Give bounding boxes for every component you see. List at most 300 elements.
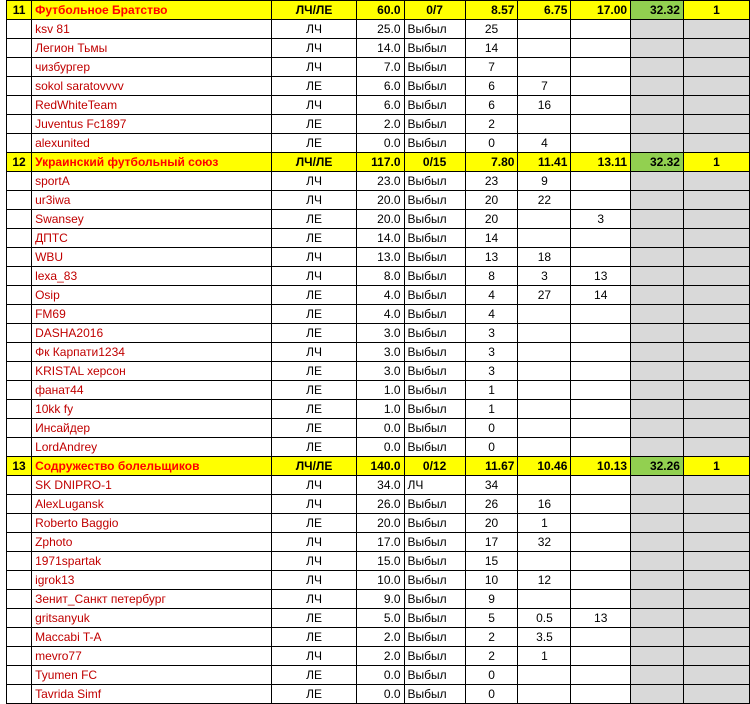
player-name-cell[interactable]: Легион Тьмы: [32, 39, 272, 58]
player-value2-cell[interactable]: 22: [518, 191, 571, 210]
player-status-cell[interactable]: Выбыл: [404, 438, 465, 457]
player-status-cell[interactable]: Выбыл: [404, 58, 465, 77]
player-rank-cell[interactable]: [683, 381, 749, 400]
row-number-cell[interactable]: [7, 191, 32, 210]
player-points-cell[interactable]: 23.0: [356, 172, 404, 191]
player-value3-cell[interactable]: [571, 381, 631, 400]
player-points-cell[interactable]: 0.0: [356, 666, 404, 685]
player-value2-cell[interactable]: [518, 400, 571, 419]
player-rank-cell[interactable]: [683, 571, 749, 590]
row-number-cell[interactable]: [7, 571, 32, 590]
player-name-cell[interactable]: Зенит_Санкт петербург: [32, 590, 272, 609]
player-value1-cell[interactable]: 25: [465, 20, 518, 39]
player-status-cell[interactable]: Выбыл: [404, 514, 465, 533]
team-rank-cell[interactable]: 1: [683, 457, 749, 476]
row-number-cell[interactable]: [7, 685, 32, 704]
player-name-cell[interactable]: Maccabi T-A: [32, 628, 272, 647]
player-status-cell[interactable]: Выбыл: [404, 552, 465, 571]
player-name-cell[interactable]: Juventus Fc1897: [32, 115, 272, 134]
row-number-cell[interactable]: [7, 419, 32, 438]
player-value1-cell[interactable]: 26: [465, 495, 518, 514]
player-value2-cell[interactable]: 7: [518, 77, 571, 96]
player-status-cell[interactable]: Выбыл: [404, 286, 465, 305]
row-number-cell[interactable]: [7, 590, 32, 609]
player-status-cell[interactable]: Выбыл: [404, 134, 465, 153]
player-value1-cell[interactable]: 0: [465, 666, 518, 685]
player-value1-cell[interactable]: 17: [465, 533, 518, 552]
player-score-cell[interactable]: [631, 20, 684, 39]
player-status-cell[interactable]: Выбыл: [404, 647, 465, 666]
row-number-cell[interactable]: [7, 210, 32, 229]
player-score-cell[interactable]: [631, 229, 684, 248]
player-name-cell[interactable]: WBU: [32, 248, 272, 267]
player-value3-cell[interactable]: [571, 647, 631, 666]
player-value3-cell[interactable]: [571, 590, 631, 609]
team-points-cell[interactable]: 140.0: [356, 457, 404, 476]
player-score-cell[interactable]: [631, 267, 684, 286]
player-league-cell[interactable]: ЛЕ: [272, 362, 356, 381]
player-value3-cell[interactable]: [571, 58, 631, 77]
team-fraction-cell[interactable]: 0/7: [404, 1, 465, 20]
player-points-cell[interactable]: 5.0: [356, 609, 404, 628]
player-value3-cell[interactable]: [571, 248, 631, 267]
player-points-cell[interactable]: 17.0: [356, 533, 404, 552]
player-points-cell[interactable]: 2.0: [356, 115, 404, 134]
player-points-cell[interactable]: 14.0: [356, 229, 404, 248]
row-number-cell[interactable]: [7, 77, 32, 96]
player-value2-cell[interactable]: [518, 115, 571, 134]
player-status-cell[interactable]: Выбыл: [404, 362, 465, 381]
row-number-cell[interactable]: [7, 343, 32, 362]
team-name-cell[interactable]: Футбольное Братство: [32, 1, 272, 20]
player-league-cell[interactable]: ЛЕ: [272, 666, 356, 685]
player-name-cell[interactable]: Tavrida Simf: [32, 685, 272, 704]
player-name-cell[interactable]: 10kk fy: [32, 400, 272, 419]
row-number-cell[interactable]: [7, 400, 32, 419]
player-points-cell[interactable]: 15.0: [356, 552, 404, 571]
player-points-cell[interactable]: 26.0: [356, 495, 404, 514]
player-rank-cell[interactable]: [683, 666, 749, 685]
player-value3-cell[interactable]: [571, 628, 631, 647]
player-league-cell[interactable]: ЛЕ: [272, 229, 356, 248]
player-value2-cell[interactable]: 3.5: [518, 628, 571, 647]
player-points-cell[interactable]: 1.0: [356, 381, 404, 400]
player-name-cell[interactable]: Zphoto: [32, 533, 272, 552]
player-points-cell[interactable]: 0.0: [356, 419, 404, 438]
player-points-cell[interactable]: 20.0: [356, 210, 404, 229]
player-league-cell[interactable]: ЛЧ: [272, 39, 356, 58]
player-league-cell[interactable]: ЛЧ: [272, 495, 356, 514]
player-score-cell[interactable]: [631, 381, 684, 400]
player-value3-cell[interactable]: [571, 362, 631, 381]
player-value3-cell[interactable]: [571, 495, 631, 514]
player-status-cell[interactable]: Выбыл: [404, 172, 465, 191]
player-points-cell[interactable]: 9.0: [356, 590, 404, 609]
player-score-cell[interactable]: [631, 533, 684, 552]
team-fraction-cell[interactable]: 0/12: [404, 457, 465, 476]
player-rank-cell[interactable]: [683, 514, 749, 533]
team-name-cell[interactable]: Содружество болельщиков: [32, 457, 272, 476]
player-points-cell[interactable]: 1.0: [356, 400, 404, 419]
player-points-cell[interactable]: 0.0: [356, 685, 404, 704]
player-score-cell[interactable]: [631, 609, 684, 628]
player-score-cell[interactable]: [631, 552, 684, 571]
player-league-cell[interactable]: ЛЧ: [272, 533, 356, 552]
player-value1-cell[interactable]: 0: [465, 419, 518, 438]
player-value1-cell[interactable]: 20: [465, 210, 518, 229]
player-points-cell[interactable]: 0.0: [356, 438, 404, 457]
player-rank-cell[interactable]: [683, 20, 749, 39]
player-name-cell[interactable]: фанат44: [32, 381, 272, 400]
player-value2-cell[interactable]: [518, 666, 571, 685]
player-value3-cell[interactable]: [571, 134, 631, 153]
player-name-cell[interactable]: FM69: [32, 305, 272, 324]
player-league-cell[interactable]: ЛЕ: [272, 514, 356, 533]
team-number-cell[interactable]: 12: [7, 153, 32, 172]
player-value3-cell[interactable]: [571, 39, 631, 58]
player-rank-cell[interactable]: [683, 248, 749, 267]
player-value2-cell[interactable]: [518, 343, 571, 362]
player-league-cell[interactable]: ЛЕ: [272, 210, 356, 229]
player-score-cell[interactable]: [631, 39, 684, 58]
player-value1-cell[interactable]: 2: [465, 628, 518, 647]
team-rank-cell[interactable]: 1: [683, 1, 749, 20]
player-name-cell[interactable]: RedWhiteTeam: [32, 96, 272, 115]
player-score-cell[interactable]: [631, 514, 684, 533]
player-value3-cell[interactable]: [571, 172, 631, 191]
player-value3-cell[interactable]: 14: [571, 286, 631, 305]
player-points-cell[interactable]: 25.0: [356, 20, 404, 39]
player-value1-cell[interactable]: 1: [465, 400, 518, 419]
player-status-cell[interactable]: Выбыл: [404, 267, 465, 286]
team-value3-cell[interactable]: 10.13: [571, 457, 631, 476]
row-number-cell[interactable]: [7, 229, 32, 248]
player-value1-cell[interactable]: 34: [465, 476, 518, 495]
player-rank-cell[interactable]: [683, 305, 749, 324]
player-name-cell[interactable]: Roberto Baggio: [32, 514, 272, 533]
row-number-cell[interactable]: [7, 134, 32, 153]
player-value2-cell[interactable]: 16: [518, 96, 571, 115]
player-value2-cell[interactable]: 9: [518, 172, 571, 191]
player-value2-cell[interactable]: 3: [518, 267, 571, 286]
player-value3-cell[interactable]: 13: [571, 609, 631, 628]
player-status-cell[interactable]: Выбыл: [404, 39, 465, 58]
player-status-cell[interactable]: Выбыл: [404, 77, 465, 96]
row-number-cell[interactable]: [7, 324, 32, 343]
player-status-cell[interactable]: Выбыл: [404, 248, 465, 267]
player-value2-cell[interactable]: [518, 419, 571, 438]
player-score-cell[interactable]: [631, 324, 684, 343]
player-value2-cell[interactable]: 18: [518, 248, 571, 267]
row-number-cell[interactable]: [7, 438, 32, 457]
player-league-cell[interactable]: ЛЕ: [272, 286, 356, 305]
player-rank-cell[interactable]: [683, 438, 749, 457]
player-score-cell[interactable]: [631, 419, 684, 438]
player-rank-cell[interactable]: [683, 115, 749, 134]
player-points-cell[interactable]: 6.0: [356, 77, 404, 96]
team-value2-cell[interactable]: 11.41: [518, 153, 571, 172]
team-value1-cell[interactable]: 7.80: [465, 153, 518, 172]
player-rank-cell[interactable]: [683, 628, 749, 647]
player-value1-cell[interactable]: 23: [465, 172, 518, 191]
player-status-cell[interactable]: ЛЧ: [404, 476, 465, 495]
player-league-cell[interactable]: ЛЕ: [272, 381, 356, 400]
player-name-cell[interactable]: Tyumen FC: [32, 666, 272, 685]
row-number-cell[interactable]: [7, 647, 32, 666]
row-number-cell[interactable]: [7, 476, 32, 495]
player-league-cell[interactable]: ЛЧ: [272, 647, 356, 666]
player-name-cell[interactable]: DASHA2016: [32, 324, 272, 343]
player-rank-cell[interactable]: [683, 96, 749, 115]
row-number-cell[interactable]: [7, 552, 32, 571]
player-value3-cell[interactable]: [571, 685, 631, 704]
player-points-cell[interactable]: 20.0: [356, 514, 404, 533]
player-name-cell[interactable]: AlexLugansk: [32, 495, 272, 514]
team-points-cell[interactable]: 60.0: [356, 1, 404, 20]
player-value1-cell[interactable]: 9: [465, 590, 518, 609]
row-number-cell[interactable]: [7, 305, 32, 324]
player-value2-cell[interactable]: [518, 39, 571, 58]
player-league-cell[interactable]: ЛЧ: [272, 267, 356, 286]
player-value3-cell[interactable]: [571, 77, 631, 96]
player-value1-cell[interactable]: 14: [465, 229, 518, 248]
player-value2-cell[interactable]: [518, 58, 571, 77]
player-name-cell[interactable]: SK DNIPRO-1: [32, 476, 272, 495]
player-rank-cell[interactable]: [683, 191, 749, 210]
player-value1-cell[interactable]: 3: [465, 324, 518, 343]
player-league-cell[interactable]: ЛЧ: [272, 248, 356, 267]
player-value2-cell[interactable]: 1: [518, 647, 571, 666]
player-league-cell[interactable]: ЛЧ: [272, 58, 356, 77]
player-value2-cell[interactable]: [518, 476, 571, 495]
player-value1-cell[interactable]: 3: [465, 343, 518, 362]
player-value3-cell[interactable]: [571, 514, 631, 533]
player-name-cell[interactable]: gritsanyuk: [32, 609, 272, 628]
player-value3-cell[interactable]: [571, 476, 631, 495]
player-rank-cell[interactable]: [683, 343, 749, 362]
player-value3-cell[interactable]: 3: [571, 210, 631, 229]
player-status-cell[interactable]: Выбыл: [404, 571, 465, 590]
player-rank-cell[interactable]: [683, 419, 749, 438]
player-rank-cell[interactable]: [683, 134, 749, 153]
player-status-cell[interactable]: Выбыл: [404, 115, 465, 134]
player-name-cell[interactable]: lexa_83: [32, 267, 272, 286]
player-value2-cell[interactable]: 1: [518, 514, 571, 533]
player-value2-cell[interactable]: 16: [518, 495, 571, 514]
player-status-cell[interactable]: Выбыл: [404, 305, 465, 324]
team-value2-cell[interactable]: 6.75: [518, 1, 571, 20]
player-value2-cell[interactable]: [518, 685, 571, 704]
player-value3-cell[interactable]: [571, 96, 631, 115]
player-value2-cell[interactable]: [518, 305, 571, 324]
team-number-cell[interactable]: 13: [7, 457, 32, 476]
player-value2-cell[interactable]: 12: [518, 571, 571, 590]
player-league-cell[interactable]: ЛЕ: [272, 115, 356, 134]
player-value2-cell[interactable]: [518, 324, 571, 343]
player-value3-cell[interactable]: [571, 419, 631, 438]
player-name-cell[interactable]: alexunited: [32, 134, 272, 153]
player-score-cell[interactable]: [631, 305, 684, 324]
player-score-cell[interactable]: [631, 191, 684, 210]
row-number-cell[interactable]: [7, 248, 32, 267]
player-score-cell[interactable]: [631, 210, 684, 229]
player-league-cell[interactable]: ЛЧ: [272, 476, 356, 495]
player-points-cell[interactable]: 34.0: [356, 476, 404, 495]
player-value1-cell[interactable]: 14: [465, 39, 518, 58]
player-score-cell[interactable]: [631, 571, 684, 590]
player-league-cell[interactable]: ЛЕ: [272, 628, 356, 647]
player-value1-cell[interactable]: 4: [465, 286, 518, 305]
player-name-cell[interactable]: mevro77: [32, 647, 272, 666]
team-value1-cell[interactable]: 8.57: [465, 1, 518, 20]
row-number-cell[interactable]: [7, 172, 32, 191]
player-points-cell[interactable]: 0.0: [356, 134, 404, 153]
player-points-cell[interactable]: 4.0: [356, 305, 404, 324]
player-name-cell[interactable]: чизбургер: [32, 58, 272, 77]
row-number-cell[interactable]: [7, 362, 32, 381]
player-points-cell[interactable]: 6.0: [356, 96, 404, 115]
row-number-cell[interactable]: [7, 609, 32, 628]
player-rank-cell[interactable]: [683, 495, 749, 514]
row-number-cell[interactable]: [7, 286, 32, 305]
player-value1-cell[interactable]: 6: [465, 77, 518, 96]
player-value3-cell[interactable]: [571, 191, 631, 210]
player-league-cell[interactable]: ЛЧ: [272, 96, 356, 115]
team-value3-cell[interactable]: 17.00: [571, 1, 631, 20]
player-rank-cell[interactable]: [683, 533, 749, 552]
row-number-cell[interactable]: [7, 115, 32, 134]
player-status-cell[interactable]: Выбыл: [404, 590, 465, 609]
player-points-cell[interactable]: 20.0: [356, 191, 404, 210]
player-value2-cell[interactable]: 0.5: [518, 609, 571, 628]
player-league-cell[interactable]: ЛЕ: [272, 438, 356, 457]
team-value3-cell[interactable]: 13.11: [571, 153, 631, 172]
team-league-cell[interactable]: ЛЧ/ЛЕ: [272, 1, 356, 20]
player-name-cell[interactable]: Фк Карпати1234: [32, 343, 272, 362]
player-score-cell[interactable]: [631, 248, 684, 267]
player-value3-cell[interactable]: [571, 324, 631, 343]
player-value2-cell[interactable]: [518, 20, 571, 39]
player-rank-cell[interactable]: [683, 590, 749, 609]
player-value1-cell[interactable]: 0: [465, 134, 518, 153]
team-league-cell[interactable]: ЛЧ/ЛЕ: [272, 457, 356, 476]
player-value1-cell[interactable]: 6: [465, 96, 518, 115]
player-points-cell[interactable]: 4.0: [356, 286, 404, 305]
player-rank-cell[interactable]: [683, 267, 749, 286]
row-number-cell[interactable]: [7, 514, 32, 533]
team-league-cell[interactable]: ЛЧ/ЛЕ: [272, 153, 356, 172]
player-score-cell[interactable]: [631, 96, 684, 115]
player-status-cell[interactable]: Выбыл: [404, 628, 465, 647]
player-name-cell[interactable]: Osip: [32, 286, 272, 305]
player-score-cell[interactable]: [631, 134, 684, 153]
player-points-cell[interactable]: 7.0: [356, 58, 404, 77]
team-value1-cell[interactable]: 11.67: [465, 457, 518, 476]
player-rank-cell[interactable]: [683, 400, 749, 419]
player-value1-cell[interactable]: 1: [465, 381, 518, 400]
player-score-cell[interactable]: [631, 58, 684, 77]
player-score-cell[interactable]: [631, 286, 684, 305]
player-status-cell[interactable]: Выбыл: [404, 400, 465, 419]
player-points-cell[interactable]: 3.0: [356, 324, 404, 343]
player-value3-cell[interactable]: [571, 571, 631, 590]
player-rank-cell[interactable]: [683, 685, 749, 704]
player-value2-cell[interactable]: [518, 552, 571, 571]
player-name-cell[interactable]: sportA: [32, 172, 272, 191]
player-league-cell[interactable]: ЛЧ: [272, 552, 356, 571]
team-number-cell[interactable]: 11: [7, 1, 32, 20]
player-league-cell[interactable]: ЛЕ: [272, 324, 356, 343]
player-value2-cell[interactable]: [518, 381, 571, 400]
player-points-cell[interactable]: 8.0: [356, 267, 404, 286]
player-score-cell[interactable]: [631, 77, 684, 96]
player-league-cell[interactable]: ЛЧ: [272, 172, 356, 191]
player-value3-cell[interactable]: [571, 400, 631, 419]
player-value3-cell[interactable]: [571, 552, 631, 571]
row-number-cell[interactable]: [7, 533, 32, 552]
player-value1-cell[interactable]: 4: [465, 305, 518, 324]
player-value1-cell[interactable]: 10: [465, 571, 518, 590]
player-status-cell[interactable]: Выбыл: [404, 685, 465, 704]
player-rank-cell[interactable]: [683, 210, 749, 229]
player-points-cell[interactable]: 13.0: [356, 248, 404, 267]
player-value3-cell[interactable]: [571, 229, 631, 248]
team-score-cell[interactable]: 32.32: [631, 1, 684, 20]
player-name-cell[interactable]: igrok13: [32, 571, 272, 590]
player-value3-cell[interactable]: [571, 438, 631, 457]
team-value2-cell[interactable]: 10.46: [518, 457, 571, 476]
player-value2-cell[interactable]: [518, 362, 571, 381]
player-value3-cell[interactable]: [571, 115, 631, 134]
player-rank-cell[interactable]: [683, 286, 749, 305]
player-points-cell[interactable]: 3.0: [356, 362, 404, 381]
player-league-cell[interactable]: ЛЧ: [272, 590, 356, 609]
team-score-cell[interactable]: 32.26: [631, 457, 684, 476]
player-value1-cell[interactable]: 5: [465, 609, 518, 628]
player-name-cell[interactable]: ur3iwa: [32, 191, 272, 210]
player-rank-cell[interactable]: [683, 609, 749, 628]
player-value1-cell[interactable]: 15: [465, 552, 518, 571]
player-rank-cell[interactable]: [683, 552, 749, 571]
player-value2-cell[interactable]: 32: [518, 533, 571, 552]
player-league-cell[interactable]: ЛЕ: [272, 419, 356, 438]
row-number-cell[interactable]: [7, 267, 32, 286]
player-status-cell[interactable]: Выбыл: [404, 381, 465, 400]
player-status-cell[interactable]: Выбыл: [404, 609, 465, 628]
player-rank-cell[interactable]: [683, 324, 749, 343]
player-value1-cell[interactable]: 20: [465, 514, 518, 533]
player-status-cell[interactable]: Выбыл: [404, 495, 465, 514]
player-rank-cell[interactable]: [683, 172, 749, 191]
player-value1-cell[interactable]: 0: [465, 438, 518, 457]
player-status-cell[interactable]: Выбыл: [404, 191, 465, 210]
player-name-cell[interactable]: sokol saratovvvv: [32, 77, 272, 96]
row-number-cell[interactable]: [7, 495, 32, 514]
team-score-cell[interactable]: 32.32: [631, 153, 684, 172]
player-value3-cell[interactable]: [571, 343, 631, 362]
player-value1-cell[interactable]: 20: [465, 191, 518, 210]
player-rank-cell[interactable]: [683, 58, 749, 77]
player-value1-cell[interactable]: 8: [465, 267, 518, 286]
player-name-cell[interactable]: 1971spartak: [32, 552, 272, 571]
player-score-cell[interactable]: [631, 115, 684, 134]
player-value1-cell[interactable]: 7: [465, 58, 518, 77]
player-value2-cell[interactable]: [518, 590, 571, 609]
player-value2-cell[interactable]: 27: [518, 286, 571, 305]
player-score-cell[interactable]: [631, 685, 684, 704]
player-rank-cell[interactable]: [683, 39, 749, 58]
player-score-cell[interactable]: [631, 476, 684, 495]
